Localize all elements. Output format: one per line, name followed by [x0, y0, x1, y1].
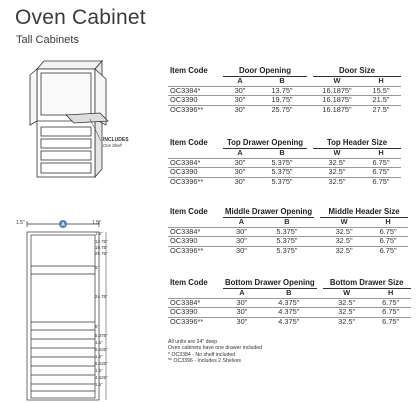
item-code: OC3390 — [168, 308, 223, 318]
cell: 4.375" — [261, 317, 317, 326]
col-header: H — [385, 217, 391, 226]
table-row — [168, 237, 408, 247]
cell: 5.375" — [260, 246, 314, 255]
cell: 32.5" — [323, 317, 371, 326]
cell: 32.5" — [320, 246, 368, 255]
right-offset-label: 1.5" — [92, 220, 101, 226]
group-header: Bottom Drawer Opening — [225, 278, 315, 287]
col-header: A — [237, 76, 243, 85]
cell: 30" — [223, 96, 257, 106]
footnotes — [168, 339, 262, 365]
page-title: Oven Cabinet — [15, 6, 146, 29]
item-code: OC3390 — [168, 168, 223, 178]
cell: 16.1875" — [313, 96, 361, 106]
cell: 30" — [223, 237, 260, 247]
col-header: H — [388, 288, 394, 297]
dim-label: 1.5" — [95, 231, 103, 236]
cell: 30" — [223, 168, 257, 178]
cell: 21.5" — [361, 96, 401, 106]
col-header: B — [279, 76, 285, 85]
includes-sub-label: One Shelf — [103, 143, 122, 148]
col-header: W — [340, 217, 348, 226]
dim-label: 6.625" — [95, 347, 108, 352]
cell: 30" — [223, 246, 260, 255]
cell: 6.75" — [368, 237, 408, 247]
item-code: OC3396** — [168, 317, 223, 326]
item-code: OC3384* — [168, 86, 223, 96]
dim-label: 1.5" — [95, 382, 103, 387]
table-row — [168, 317, 411, 326]
footnote: * OC3384 - No shelf included — [168, 351, 236, 358]
cell: 5.375" — [257, 168, 307, 178]
table-row — [168, 308, 411, 318]
item-code: OC3384* — [168, 227, 223, 237]
dim-label: 19.75" — [95, 245, 108, 250]
cell: 30" — [223, 308, 261, 318]
item-code: OC3384* — [168, 298, 223, 308]
group-header: Middle Header Size — [320, 207, 408, 218]
door-opening-table — [168, 66, 401, 114]
cell: 6.75" — [361, 177, 401, 186]
cell: 4.375" — [261, 308, 317, 318]
cell: 5.375" — [260, 237, 314, 247]
dim-label: 13.75" — [95, 239, 108, 244]
footnote: Oven cabinets have one drawer included — [168, 345, 263, 352]
cell: 19.75" — [257, 96, 307, 106]
includes-label: INCLUDES — [103, 137, 129, 143]
item-code: OC3384* — [168, 158, 223, 168]
cell: 6.75" — [361, 158, 401, 168]
dim-label: 6" — [95, 265, 100, 270]
cell: 4.375" — [261, 298, 317, 308]
dim-label: 1.5" — [95, 368, 103, 373]
dim-label: 6.625" — [95, 361, 108, 366]
cell: 6.75" — [371, 317, 411, 326]
group-header: Door Size — [313, 66, 401, 77]
item-code: OC3396** — [168, 177, 223, 186]
cell: 30" — [223, 158, 257, 168]
cell: 30" — [223, 317, 261, 326]
cell: 32.5" — [313, 177, 361, 186]
group-header: Middle Drawer Opening — [225, 207, 313, 216]
col-header: W — [343, 288, 351, 297]
top-drawer-table — [168, 138, 401, 186]
cell: 30" — [223, 298, 261, 308]
table-row — [168, 96, 401, 106]
cell: 5.375" — [260, 227, 314, 237]
cell: 32.5" — [323, 308, 371, 318]
col-header: B — [279, 148, 285, 157]
front-elevation — [27, 221, 99, 400]
cell: 30" — [223, 86, 257, 96]
dim-label: 25.75" — [95, 251, 108, 256]
group-header: Bottom Drawer Size — [323, 278, 411, 289]
col-header: B — [286, 288, 292, 297]
col-header: H — [378, 76, 384, 85]
bottom-drawer-table — [168, 278, 411, 326]
table-row — [168, 177, 401, 186]
item-code-header: Item Code — [170, 66, 208, 76]
footnote: ** OC3396 - Includes 2 Shelves — [168, 358, 241, 365]
col-header: B — [284, 217, 290, 226]
cell: 5.375" — [257, 158, 307, 168]
item-code: OC3396** — [168, 246, 223, 255]
col-header: A — [239, 288, 245, 297]
page-subtitle: Tall Cabinets — [16, 34, 79, 46]
dim-label: 6" — [95, 324, 100, 329]
cell: 15.5" — [361, 86, 401, 96]
cell: 16.1875" — [313, 86, 361, 96]
cell: 6.75" — [368, 246, 408, 255]
left-offset-label: 1.5" — [16, 220, 25, 226]
table-row — [168, 246, 408, 255]
cell: 6.75" — [361, 168, 401, 178]
table-row — [168, 168, 401, 178]
cell: 6.75" — [368, 227, 408, 237]
col-header: W — [333, 148, 341, 157]
group-header: Top Header Size — [313, 138, 401, 149]
col-header: W — [333, 76, 341, 85]
item-code: OC3390 — [168, 96, 223, 106]
item-code: OC3390 — [168, 237, 223, 247]
cell: 6.75" — [371, 298, 411, 308]
cell: 27.5" — [361, 105, 401, 114]
cell: 30" — [223, 177, 257, 186]
cell: 32.5" — [320, 227, 368, 237]
group-header: Top Drawer Opening — [223, 138, 307, 149]
cell: 32.5" — [313, 168, 361, 178]
item-code-header: Item Code — [170, 138, 208, 148]
col-header: A — [237, 148, 243, 157]
middle-drawer-table — [168, 207, 408, 255]
cell: 32.5" — [320, 237, 368, 247]
cell: 25.75" — [257, 105, 307, 114]
cell: 30" — [223, 105, 257, 114]
dim-label: 24.75" — [95, 294, 108, 299]
cabinet-3d-view — [30, 61, 108, 177]
col-header: H — [378, 148, 384, 157]
dim-label: 5.375" — [95, 333, 108, 338]
cell: 13.75" — [257, 86, 307, 96]
dim-label: 4.625" — [95, 375, 108, 380]
item-code-header: Item Code — [170, 278, 208, 288]
cell: 16.1875" — [313, 105, 361, 114]
group-header: Door Opening — [223, 66, 307, 77]
footnote: All units are 24" deep — [168, 339, 218, 345]
item-code: OC3396** — [168, 105, 223, 114]
dim-label: 1.5" — [95, 340, 103, 345]
cabinet-drawing — [0, 55, 160, 403]
dimension-marker-letter: A — [61, 222, 65, 228]
cell: 30" — [223, 227, 260, 237]
item-code-header: Item Code — [170, 207, 208, 217]
table-row — [168, 105, 401, 114]
cell: 32.5" — [323, 298, 371, 308]
col-header: A — [238, 217, 245, 226]
cell: 5.375" — [257, 177, 307, 186]
cell: 6.75" — [371, 308, 411, 318]
cell: 32.5" — [313, 158, 361, 168]
dim-label: 1.5" — [95, 354, 103, 359]
